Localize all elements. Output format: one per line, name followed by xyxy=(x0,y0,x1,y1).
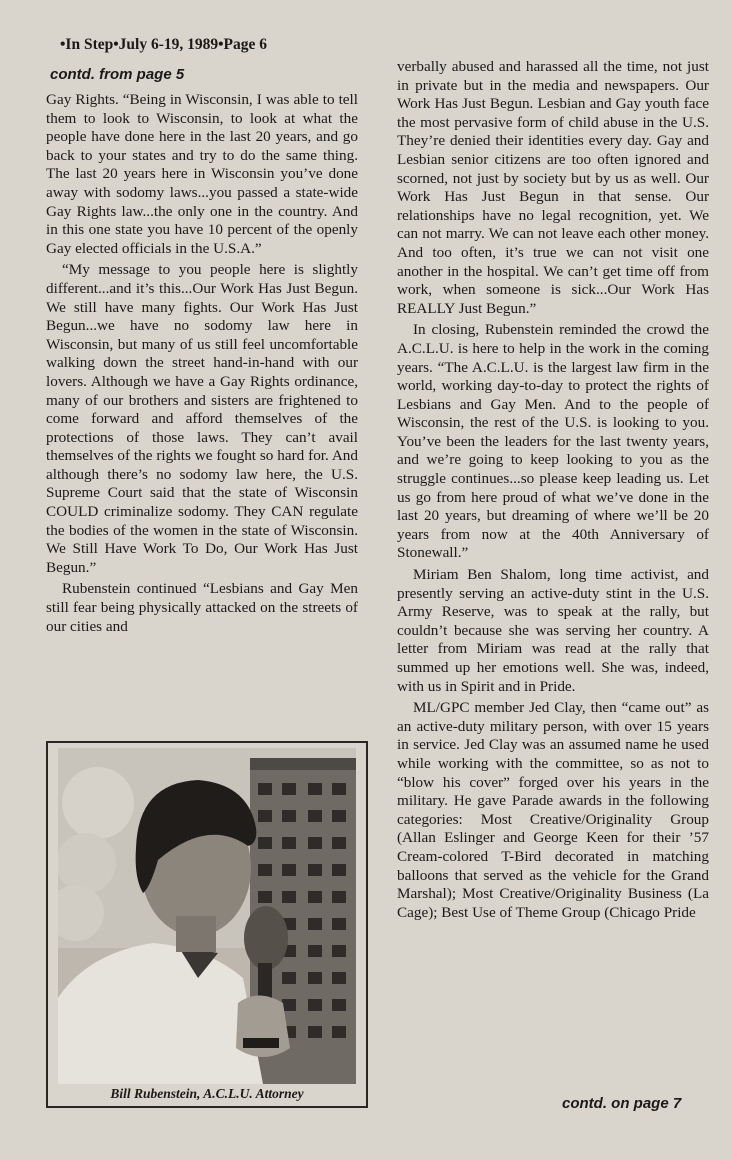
right-paragraph-4: ML/GPC member Jed Clay, then “came out” as an active-duty military person, with over 15 years in service. Jed Clay was an assumed name he used while working with the committee, so as not to “blow his cover” forged over his years in the military. He gave Parade awards in the following categories: Most Creative/Originality Group (Allan Eslinger and George Keen for their ’57 Cream-colored T-Bird decorated in matching balloons that served as the vehicle for the Grand Marshal); Most Creative/Originality Business (La Cage); Best Use of Theme Group (Chicago Pride xyxy=(397,699,709,921)
page-folio: •In Step•July 6-19, 1989•Page 6 xyxy=(60,36,268,53)
speaker-photo xyxy=(58,748,356,1084)
continued-on-note: contd. on page 7 xyxy=(562,1095,682,1112)
right-paragraph-3: Miriam Ben Shalom, long time activist, and presently serving an active-duty stint in the U.S. Army Reserve, was to speak at the rally, but couldn’t because she was serving her country. A letter from Miriam was read at the rally that summed up her emotions well. She was, indeed, with us in Spirit and in Pride. xyxy=(397,566,709,695)
right-column xyxy=(397,58,709,922)
left-paragraph-1: Gay Rights. “Being in Wisconsin, I was able to tell them to look to Wisconsin, to look at what the people have done here in the last 20 years, and go back to your states and try to do the same thing. The last 20 years here in Wisconsin you’ve done away with sodomy laws...you passed a state-wide Gay Rights law...the only one in the country. And in this one state you have 10 percent of the openly Gay elected officials in the U.S.A.” xyxy=(46,91,358,257)
left-column xyxy=(46,91,358,636)
left-paragraph-2: “My message to you people here is slightly different...and it’s this...Our Work Has Just Begun. We still have many fights. Our Work Has Just Begun...we have no sodomy law here in Wisconsin, but many of us still feel uncomfortable walking down the street hand-in-hand with our lovers. Although we have a Gay Rights ordinance, many of our brothers and sisters are frightened to come forward and afford themselves of the protections of those laws. They can’t avail themselves of the rights we fought so hard for. And although there’s no sodomy law here, the U.S. Supreme Court said that the state of Wisconsin COULD criminalize sodomy. They CAN regulate the bodies of the women in the state of Wisconsin. We Still Have Work To Do, Our Work Has Just Begun.” xyxy=(46,261,358,576)
photo-frame xyxy=(46,741,368,1108)
right-paragraph-1: verbally abused and harassed all the time, not just in private but in the media and newspapers. Our Work Has Just Begun. Lesbian and Gay youth face the most pervasive form of child abuse in the U.S. They’re denied their identities every day. Gay and Lesbian senior citizens are too often ignored and scorned, not just by society but by us as well. Our Work Has Just Begun in that sense. Our relationships have no legal recognition, yet. We can not marry. We can not leave each other money. And too often, it’s true we can not visit one another in the hospital. We can’t get time off from work, when someone is sick...Our Work Has REALLY Just Begun.” xyxy=(397,58,709,317)
left-paragraph-3: Rubenstein continued “Lesbians and Gay Men still fear being physically attacked on the streets of our cities and xyxy=(46,580,358,635)
continued-from-note: contd. from page 5 xyxy=(50,66,185,83)
photo-caption: Bill Rubenstein, A.C.L.U. Attorney xyxy=(110,1086,304,1101)
right-paragraph-2: In closing, Rubenstein reminded the crowd the A.C.L.U. is here to help in the work in the coming years. “The A.C.L.U. is the largest law firm in the world, working day-to-day to protect the rights of Lesbians and Gay Men. And to the people of Wisconsin, the rest of the U.S. is looking to you. You’ve been the leaders for the last twenty years, and we’re going to keep looking to you as the struggle continues...so please keep leading us. Let us go from here proud of what we’ve done in the last 20 years, but dreaming of where we’ll be 20 years from now at the 40th Anniversary of Stonewall.” xyxy=(397,321,709,562)
